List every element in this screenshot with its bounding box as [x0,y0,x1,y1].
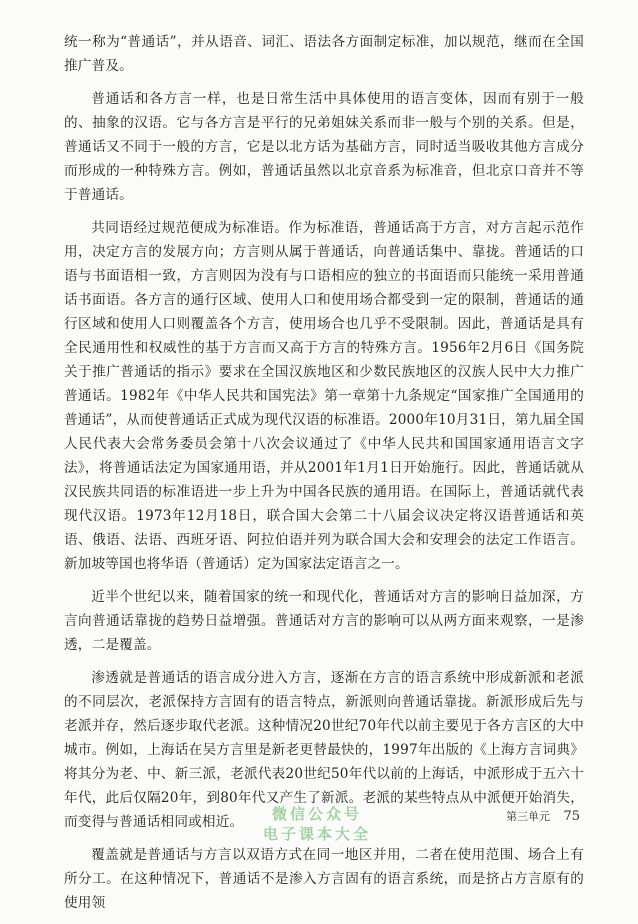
page-footer [0,804,638,852]
page-number: 75 [563,809,580,824]
paragraph: 普通话和各方言一样，也是日常生活中具体使用的语言变体，因而有别于一般的、抽象的汉语。它与各方言是平行的兄弟姐妹关系而非一般与个别的关系。但是，普通话又不同于一般的方言，它是以北方话为基础方言，同时适当吸收其他方言成分而形成的一种特殊方言。例如，普通话虽然以北京音系为标准音，但北京口音并不等于普通话。 [64,91,584,203]
watermark [232,804,402,844]
watermark-line: 微信公众号 [271,805,362,823]
page-info [506,808,580,824]
paragraph: 渗透就是普通话的语言成分进入方言，逐渐在方言的语言系统中形成新派和老派的不同层次，老派保持方言固有的语言特点，新派则向普通话靠拢。新派形成后先与老派并存，然后逐步取代老派。这种情况20世纪70年代以前主要见于各方言区的大中城市。例如，上海话在吴方言里是新老更替最快的，1997年出版的《上海方言词典》将其分为老、中、新三派，老派代表20世纪50年代以前的上海话，中派形成于五六十年代，此后仅隔20年，到80年代又产生了新派。老派的某些特点从中派便开始消失，而变得与普通话相同或相近。 [64,670,584,830]
watermark-line: 电子课本大全 [262,825,371,843]
paragraph: 共同语经过规范便成为标准语。作为标准语，普通话高于方言，对方言起示范作用，决定方言的发展方向；方言则从属于普通话，向普通话集中、靠拢。普通话的口语与书面语相一致，方言则因为没有与口语相应的独立的书面语而只能统一采用普通话书面语。各方言的通行区域、使用人口和使用场合都受到一定的限制，普通话的通行区域和使用人口则覆盖各个方言，使用场合也几乎不受限制。因此，普通话是具有全民通用性和权威性的基于方言而又高于方言的特殊方言。1956年2月6日《国务院关于推广普通话的指示》要求在全国汉族地区和少数民族地区的汉族人民中大力推广普通话。1982年《中华人民共和国宪法》第一章第十九条规定“国家推广全国通用的普通话”，从而使普通话正式成为现代汉语的标准语。2000年10月31日，第九届全国人民代表大会常务委员会第十八次会议通过了《中华人民共和国国家通用语言文字法》，将普通话法定为国家通用语，并从2001年1月1日开始施行。因此，普通话就从汉民族共同语的标准语进一步上升为中国各民族的通用语。在国际上，普通话就代表现代汉语。1973年12月18日，联合国大会第二十八届会议决定将汉语普通话和英语、俄语、法语、西班牙语、阿拉伯语并列为联合国大会和安理会的法定工作语言。新加坡等国也将华语（普通话）定为国家法定语言之一。 [64,220,584,572]
paragraph-continuation: 统一称为“普通话”，并从语音、词汇、语法各方面制定标准，加以规范，继而在全国推广普及。 [64,34,584,74]
unit-label: 第三单元 [505,810,550,823]
document-body [64,30,584,924]
paragraph: 覆盖就是普通话与方言以双语方式在同一地区并用，二者在使用范围、场合上有所分工。在这种情况下，普通话不是渗入方言固有的语言系统，而是挤占方言原有的使用领 [64,847,584,911]
paragraph: 近半个世纪以来，随着国家的统一和现代化，普通话对方言的影响日益加深，方言向普通话靠拢的趋势日益增强。普通话对方言的影响可以从两方面来观察，一是渗透，二是覆盖。 [64,589,584,653]
